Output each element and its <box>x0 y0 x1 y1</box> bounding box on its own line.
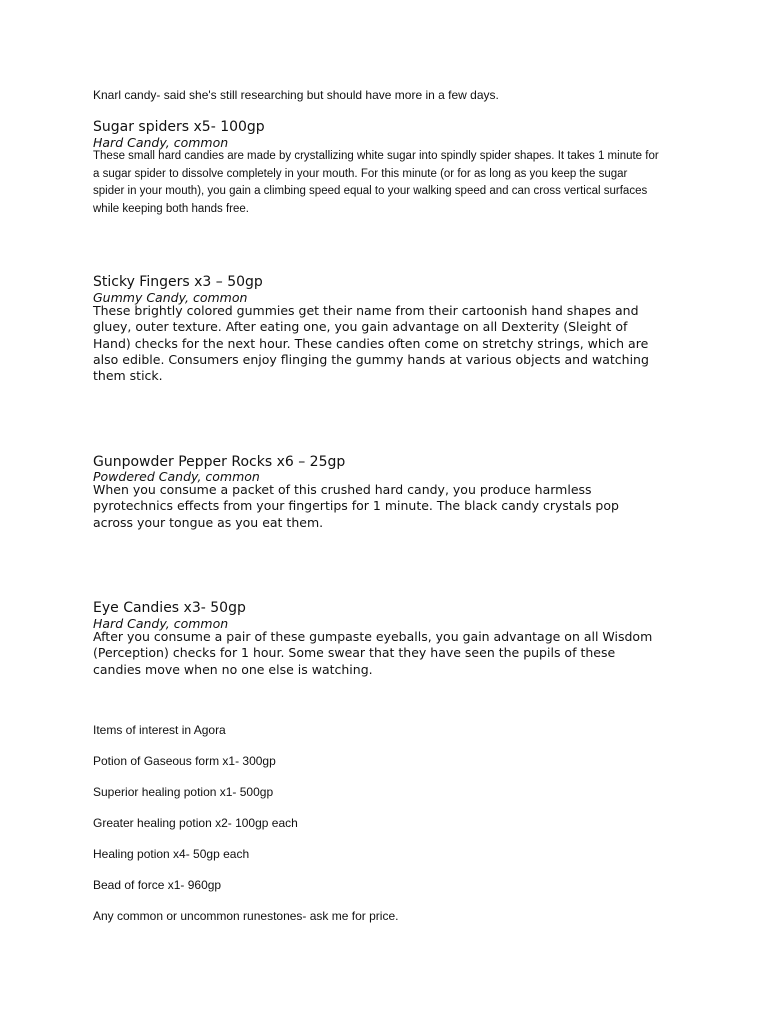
candy-description-eye-candies <box>93 629 652 678</box>
description-line: a sugar spider to dissolve completely in your mouth. For this minute (or for as long as you keep the sugar <box>93 167 628 180</box>
description-line: while keeping both hands free. <box>93 202 249 215</box>
description-line: Hand) checks for the next hour. These candies often come on stretchy strings, which are <box>93 335 649 351</box>
agora-item: Bead of force x1- 960gp <box>93 878 222 892</box>
agora-heading: Items of interest in Agora <box>93 723 226 737</box>
description-line: These small hard candies are made by crystallizing white sugar into spindly spider shapes. It takes 1 minute for <box>93 150 659 162</box>
agora-item: Greater healing potion x2- 100gp each <box>93 816 298 830</box>
description-line: When you consume a packet of this crushed hard candy, you produce harmless <box>93 482 592 497</box>
description-line: across your tongue as you eat them. <box>93 514 324 530</box>
description-line: spider in your mouth), you gain a climbing speed equal to your walking speed and can cross vertical surfaces <box>93 185 648 197</box>
candy-title-gunpowder-pepper-rocks: Gunpowder Pepper Rocks x6 – 25gp <box>93 454 346 470</box>
agora-item: Potion of Gaseous form x1- 300gp <box>93 754 276 768</box>
candy-subtitle-gunpowder-pepper-rocks: Powdered Candy, common <box>93 469 260 484</box>
intro-note: Knarl candy- said she's still researching but should have more in a few days. <box>93 88 499 102</box>
candy-title-eye-candies: Eye Candies x3- 50gp <box>93 600 246 616</box>
description-line: gluey, outer texture. After eating one, you gain advantage on all Dexterity (Sleight of <box>93 319 628 335</box>
description-line: also edible. Consumers enjoy flinging the gummy hands at various objects and watching <box>93 351 649 367</box>
description-line: After you consume a pair of these gumpaste eyeballs, you gain advantage on all Wisdom <box>93 629 653 644</box>
candy-subtitle-sugar-spiders: Hard Candy, common <box>93 135 229 150</box>
candy-subtitle-sticky-fingers: Gummy Candy, common <box>93 290 248 305</box>
agora-item: Healing potion x4- 50gp each <box>93 847 250 861</box>
agora-item: Superior healing potion x1- 500gp <box>93 785 274 799</box>
description-line: them stick. <box>93 368 163 384</box>
candy-subtitle-eye-candies: Hard Candy, common <box>93 616 229 631</box>
description-line: pyrotechnics effects from your fingertips for 1 minute. The black candy crystals pop <box>93 498 619 514</box>
candy-description-gunpowder-pepper-rocks <box>93 482 619 531</box>
description-line: These brightly colored gummies get their name from their cartoonish hand shapes and <box>93 303 639 318</box>
candy-title-sugar-spiders: Sugar spiders x5- 100gp <box>93 119 265 135</box>
candy-description-sticky-fingers <box>93 303 649 384</box>
description-line: candies move when no one else is watching. <box>93 661 373 677</box>
agora-item: Any common or uncommon runestones- ask me for price. <box>93 909 399 923</box>
candy-description-sugar-spiders <box>93 148 659 218</box>
description-line: (Perception) checks for 1 hour. Some swear that they have seen the pupils of these <box>93 645 616 661</box>
candy-title-sticky-fingers: Sticky Fingers x3 – 50gp <box>93 274 263 290</box>
